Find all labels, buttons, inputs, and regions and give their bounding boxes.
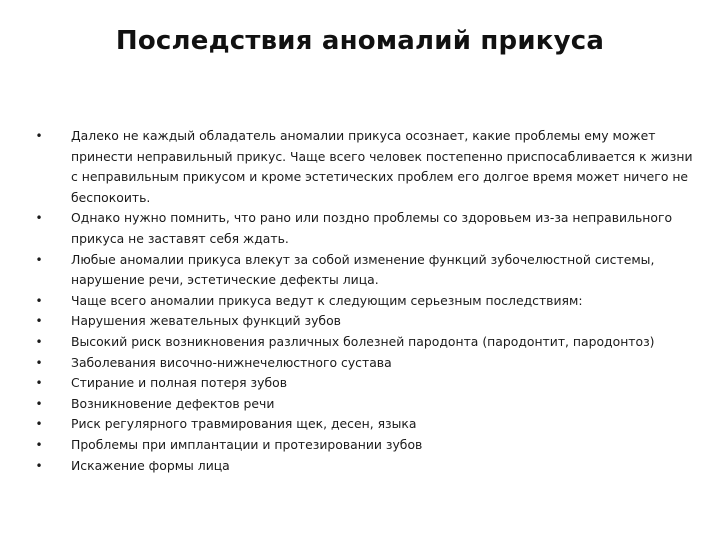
bullet-text: Возникновение дефектов речи	[71, 395, 275, 411]
bullet-dot-icon: •	[35, 437, 43, 452]
bullet-dot-icon: •	[35, 129, 43, 143]
bullet-text: Нарушения жевательных функций зубов	[71, 313, 341, 329]
bullet-list	[34, 126, 694, 476]
bullet-dot-icon: •	[35, 376, 43, 391]
slide-title: Последствия аномалий прикуса	[115, 26, 605, 56]
bullet-item	[34, 435, 694, 456]
bullet-item	[34, 373, 694, 394]
bullet-item	[34, 291, 694, 312]
bullet-text: Высокий риск возникновения различных болезней пародонта (пародонтит, пародонтоз)	[71, 333, 655, 349]
bullet-text: Искажение формы лица	[71, 457, 230, 473]
bullet-dot-icon: •	[35, 334, 43, 349]
bullet-text: Чаще всего аномалии прикуса ведут к следующим серьезным последствиям:	[71, 292, 583, 308]
bullet-dot-icon: •	[35, 417, 43, 432]
bullet-text: Стирание и полная потеря зубов	[71, 375, 288, 391]
bullet-item	[34, 126, 694, 208]
bullet-text: Заболевания височно-нижнечелюстного сустава	[71, 354, 392, 370]
bullet-text: Любые аномалии прикуса влекут за собой изменение функций зубочелюстной системы, нарушение речи, эстетические дефекты лица.	[71, 251, 655, 288]
bullet-dot-icon: •	[35, 355, 43, 370]
bullet-text: Проблемы при имплантации и протезировании зубов	[71, 436, 423, 452]
bullet-item	[34, 394, 694, 415]
bullet-item	[34, 414, 694, 435]
bullet-item	[34, 353, 694, 374]
bullet-item	[34, 250, 694, 291]
bullet-item	[34, 332, 694, 353]
bullet-text: Далеко не каждый обладатель аномалии прикуса осознает, какие проблемы ему может принести неправильный прикус. Чаще всего человек постепенно приспосабливается к жизни с неправильным прикусом и кроме эстетических проблем его долгое время может ничего не беспокоить.	[71, 128, 693, 205]
bullet-dot-icon: •	[35, 314, 43, 329]
bullet-text: Однако нужно помнить, что рано или поздно проблемы со здоровьем из-за неправильного прикуса не заставят себя ждать.	[71, 210, 673, 246]
bullet-dot-icon: •	[35, 252, 43, 267]
bullet-dot-icon: •	[35, 458, 43, 473]
bullet-item	[34, 456, 694, 477]
bullet-dot-icon: •	[35, 293, 43, 308]
bullet-text: Риск регулярного травмирования щек, десен, языка	[71, 416, 417, 432]
bullet-item	[34, 208, 694, 249]
bullet-item	[34, 311, 694, 332]
bullet-dot-icon: •	[35, 396, 43, 411]
bullet-dot-icon: •	[35, 211, 43, 226]
